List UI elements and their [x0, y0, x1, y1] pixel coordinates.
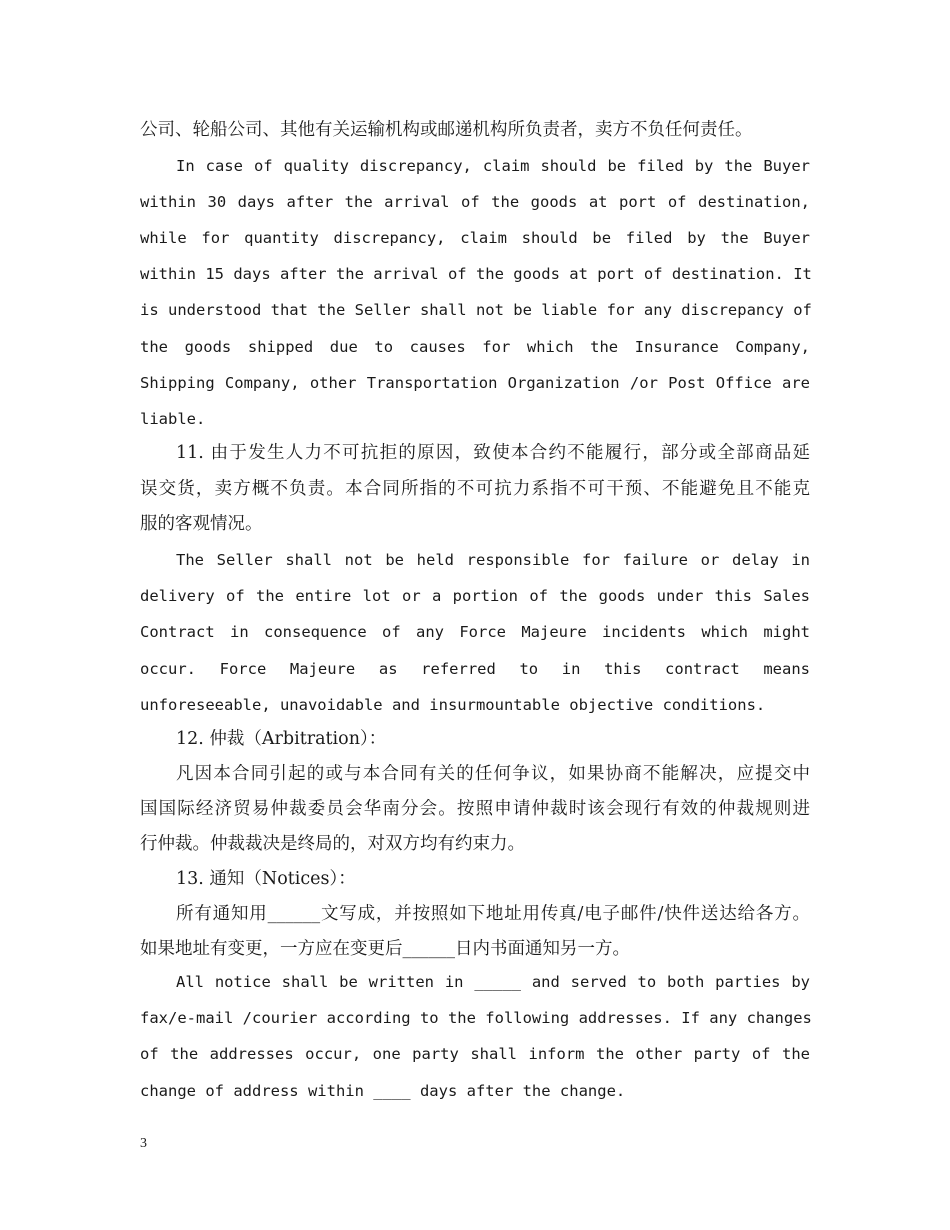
- paragraph-line: within 30 days after the arrival of the goods at port of destination,: [140, 193, 810, 211]
- paragraph-line: All notice shall be written in _____ and served to both parties by: [176, 973, 810, 991]
- clause-12-line: 行仲裁。仲裁裁决是终局的，对双方均有约束力。: [140, 834, 525, 854]
- paragraph-line: while for quantity discrepancy, claim should be filed by the Buyer: [140, 229, 810, 247]
- paragraph-line: occur. Force Majeure as referred to in this contract means: [140, 660, 810, 678]
- paragraph-line: unforeseeable, unavoidable and insurmountable objective conditions.: [140, 696, 766, 714]
- paragraph-line: the goods shipped due to causes for which the Insurance Company,: [140, 338, 810, 356]
- clause-12-line: 国国际经济贸易仲裁委员会华南分会。按照申请仲裁时该会现行有效的仲裁规则进: [140, 799, 810, 819]
- paragraph-line: 公司、轮船公司、其他有关运输机构或邮递机构所负责者，卖方不负任何责任。: [140, 120, 753, 140]
- clause-11-line: 误交货，卖方概不负责。本合同所指的不可抗力系指不可干预、不能避免且不能克: [140, 479, 810, 499]
- paragraph-line: Shipping Company, other Transportation Organization /or Post Office are: [140, 374, 810, 392]
- paragraph-line: within 15 days after the arrival of the goods at port of destination. It: [140, 265, 812, 283]
- clause-13-line: 如果地址有变更，一方应在变更后______日内书面通知另一方。: [140, 939, 630, 959]
- clause-13-line: 所有通知用______文写成，并按照如下地址用传真/电子邮件/快件送达给各方。: [176, 904, 810, 924]
- clause-12-line: 凡因本合同引起的或与本合同有关的任何争议，如果协商不能解决，应提交中: [176, 764, 810, 784]
- paragraph-line: delivery of the entire lot or a portion of the goods under this Sales: [140, 587, 810, 605]
- clause-12-heading: 12. 仲裁（Arbitration）：: [176, 729, 387, 749]
- paragraph-line: Contract in consequence of any Force Majeure incidents which might: [140, 623, 810, 641]
- paragraph-line: In case of quality discrepancy, claim should be filed by the Buyer: [176, 157, 810, 175]
- paragraph-line: liable.: [140, 410, 206, 428]
- clause-13-heading: 13. 通知（Notices）：: [176, 869, 356, 889]
- paragraph-line: fax/e-mail /courier according to the following addresses. If any changes: [140, 1009, 812, 1027]
- clause-11-line: 11. 由于发生人力不可抗拒的原因，致使本合约不能履行，部分或全部商品延: [176, 443, 810, 463]
- paragraph-line: change of address within ____ days after the change.: [140, 1082, 626, 1100]
- clause-11-line: 服的客观情况。: [140, 514, 263, 534]
- page-number: 3: [140, 1136, 147, 1151]
- paragraph-line: The Seller shall not be held responsible for failure or delay in: [176, 551, 810, 569]
- paragraph-line: of the addresses occur, one party shall inform the other party of the: [140, 1045, 810, 1063]
- paragraph-line: is understood that the Seller shall not be liable for any discrepancy of: [140, 301, 812, 319]
